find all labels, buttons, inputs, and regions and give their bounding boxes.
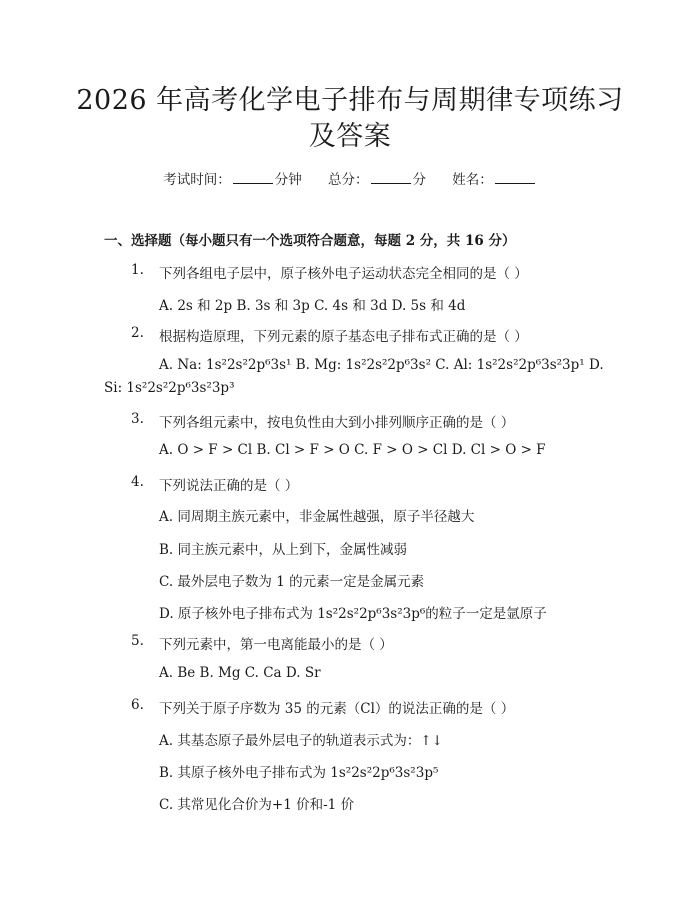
question-number: 4.: [131, 474, 144, 490]
name-blank[interactable]: [495, 171, 535, 184]
name-field: 姓名：: [452, 172, 537, 188]
question-number: 5.: [131, 633, 144, 649]
question-text: 下列各组元素中，按电负性由大到小排列顺序正确的是（ ）: [159, 415, 515, 431]
question-text: 根据构造原理，下列元素的原子基态电子排布式正确的是（ ）: [159, 329, 528, 345]
question-3-options: A. O > F > Cl B. Cl > F > O C. F > O > Cl D. Cl > O > F: [159, 442, 546, 458]
question-4-option-a: A. 同周期主族元素中，非金属性越强，原子半径越大: [159, 509, 475, 525]
time-field: 考试时间： 分钟: [163, 172, 302, 188]
question-1-options: A. 2s 和 2p B. 3s 和 3p C. 4s 和 3d D. 5s 和 4d: [159, 298, 466, 314]
question-number: 1.: [131, 262, 144, 278]
section-heading: 一、选择题（每小题只有一个选项符合题意，每题 2 分，共 16 分）: [104, 233, 516, 249]
question-number: 2.: [131, 325, 144, 341]
exam-info-row: [0, 168, 700, 188]
question-4-option-d: D. 原子核外电子排布式为 1s²2s²2p⁶3s²3p⁶的粒子一定是氩原子: [159, 606, 547, 622]
question-6-option-b: B. 其原子核外电子排布式为 1s²2s²2p⁶3s²3p⁵: [159, 765, 439, 781]
question-text: 下列关于原子序数为 35 的元素（Cl）的说法正确的是（ ）: [159, 701, 515, 717]
question-text: 下列各组电子层中，原子核外电子运动状态完全相同的是（ ）: [159, 266, 528, 282]
question-6-option-c: C. 其常见化合价为+1 价和-1 价: [159, 797, 355, 813]
question-text: 下列元素中，第一电离能最小的是（ ）: [159, 637, 393, 653]
question-2-options: A. Na: 1s²2s²2p⁶3s¹ B. Mg: 1s²2s²2p⁶3s² C. Al: 1s²2s²2p⁶3s²3p¹ D.: [159, 357, 604, 373]
title-line-2: 及答案: [308, 121, 392, 152]
score-field: 总分： 分: [328, 172, 426, 188]
question-4-option-c: C. 最外层电子数为 1 的元素一定是金属元素: [159, 574, 425, 590]
question-6-option-a: A. 其基态原子最外层电子的轨道表示式为：↑↓: [159, 733, 443, 749]
question-number: 6.: [131, 697, 144, 713]
question-4-option-b: B. 同主族元素中，从上到下，金属性减弱: [159, 542, 408, 558]
question-2-options-cont: Si: 1s²2s²2p⁶3s²3p³: [104, 380, 235, 396]
question-5-options: A. Be B. Mg C. Ca D. Sr: [159, 665, 321, 681]
question-number: 3.: [131, 411, 144, 427]
time-blank[interactable]: [233, 171, 273, 184]
title-line-1: 2026 年高考化学电子排布与周期律专项练习: [76, 85, 624, 116]
question-text: 下列说法正确的是（ ）: [159, 478, 299, 494]
score-blank[interactable]: [371, 171, 411, 184]
